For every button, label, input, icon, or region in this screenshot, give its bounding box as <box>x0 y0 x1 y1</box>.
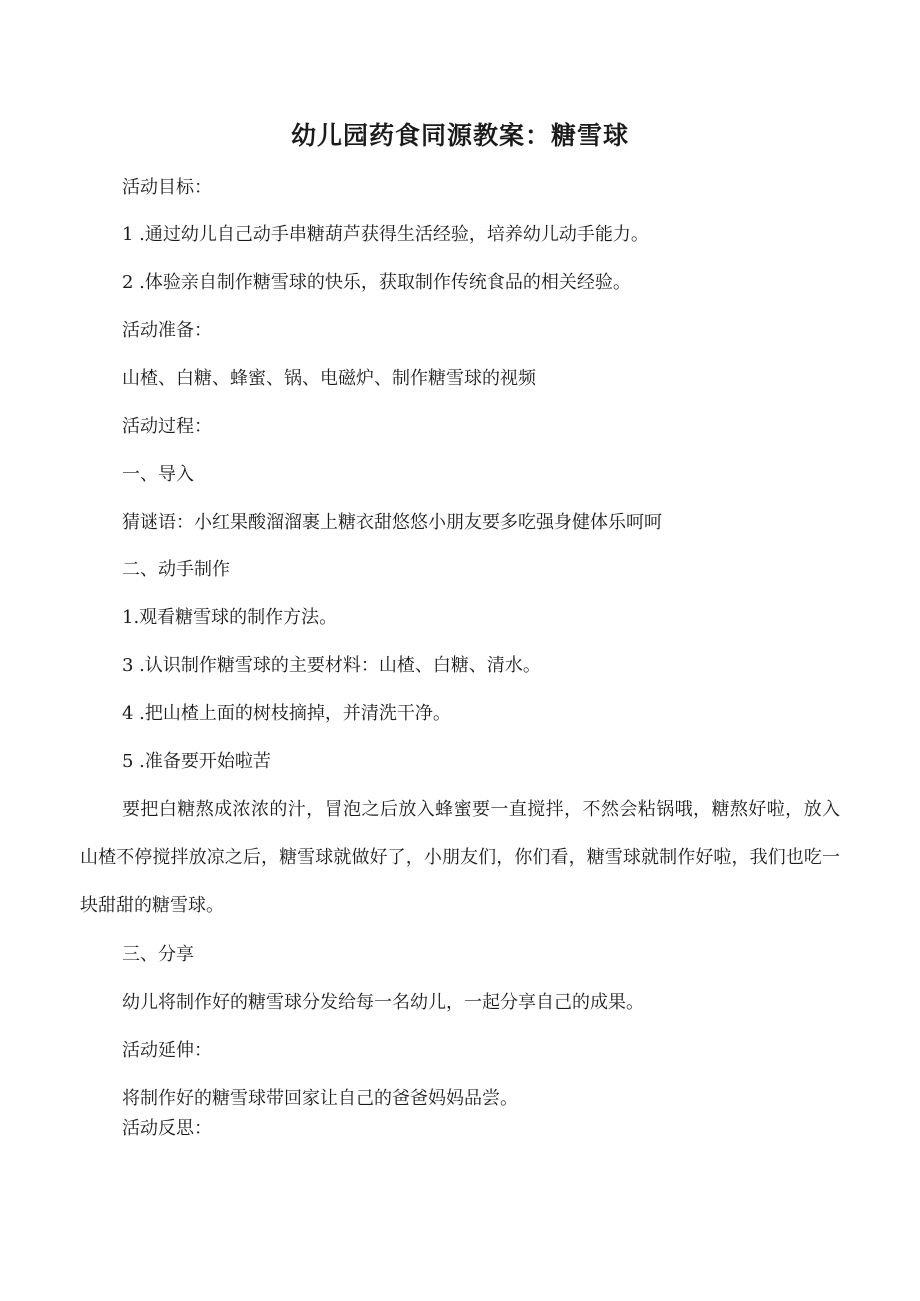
reflection-heading: 活动反思： <box>122 1118 212 1139</box>
share-text: 幼儿将制作好的糖雪球分发给每一名幼儿，一起分享自己的成果。 <box>122 992 644 1013</box>
step-item-4: 4 .把山楂上面的树枝摘掉，并清洗干净。 <box>122 703 451 724</box>
section-heading-intro: 一、导入 <box>122 464 194 485</box>
section-heading-making: 二、动手制作 <box>122 559 230 580</box>
goals-heading: 活动目标： <box>122 177 212 198</box>
riddle-text: 猜谜语：小红果酸溜溜裹上糖衣甜悠悠小朋友要多吃强身健体乐呵呵 <box>122 512 662 533</box>
goal-item-2: 2 .体验亲自制作糖雪球的快乐，获取制作传统食品的相关经验。 <box>122 272 631 293</box>
extension-heading: 活动延伸： <box>122 1040 212 1061</box>
prep-items: 山楂、白糖、蜂蜜、锅、电磁炉、制作糖雪球的视频 <box>122 368 536 389</box>
step-item-3: 3 .认识制作糖雪球的主要材料：山楂、白糖、清水。 <box>122 655 541 676</box>
step-item-5: 5 .准备要开始啦苦 <box>122 751 271 772</box>
extension-text: 将制作好的糖雪球带回家让自己的爸爸妈妈品尝。 <box>122 1088 518 1109</box>
process-paragraph: 要把白糖熬成浓浓的汁，冒泡之后放入蜂蜜要一直搅拌，不然会粘锅哦，糖熬好啦，放入山楂不停搅拌放凉之后，糖雪球就做好了，小朋友们，你们看，糖雪球就制作好啦，我们也吃一块甜甜的糖雪球。 <box>80 799 840 916</box>
step-item-1: 1.观看糖雪球的制作方法。 <box>122 607 338 628</box>
goal-item-1: 1 .通过幼儿自己动手串糖葫芦获得生活经验，培养幼儿动手能力。 <box>122 224 649 245</box>
section-heading-share: 三、分享 <box>122 944 194 965</box>
process-heading: 活动过程： <box>122 416 212 437</box>
document-title: 幼儿园药食同源教案：糖雪球 <box>290 121 629 150</box>
prep-heading: 活动准备： <box>122 320 212 341</box>
